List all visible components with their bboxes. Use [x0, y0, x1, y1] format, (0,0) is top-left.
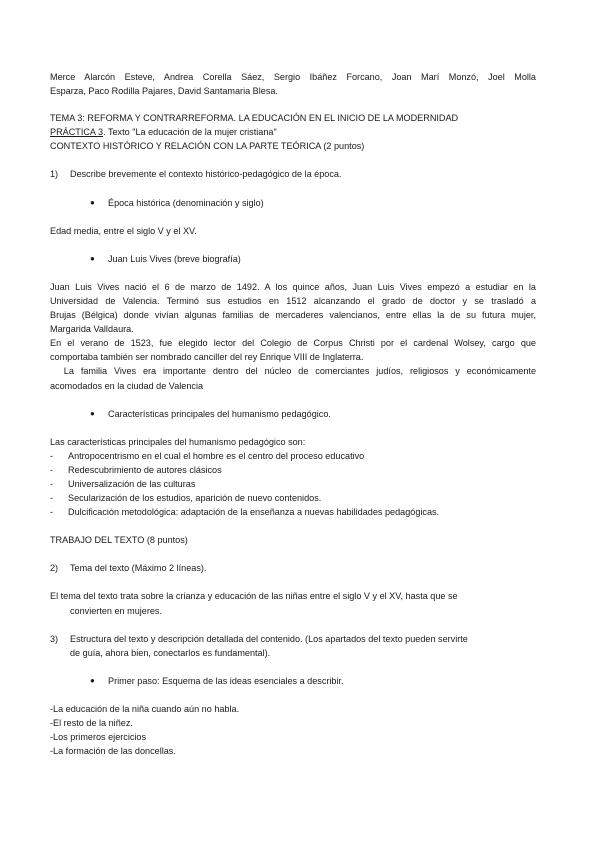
bio-line: Margarida Valldaura.: [50, 324, 134, 335]
dash-marker: -: [50, 493, 54, 504]
list-item-text: Universalización de las culturas: [68, 478, 196, 489]
bio-line: Universidad de Valencia. Terminó sus estudios en 1512 alcanzando el grado de doctor y se trasladó a: [50, 295, 536, 306]
list-item-text: Redescubrimiento de autores clásicos: [68, 464, 222, 475]
question-number: 2): [50, 563, 59, 574]
dash-marker: -: [50, 507, 54, 518]
bullet-text: Juan Luis Vives (breve biografía): [108, 253, 241, 264]
question-text: Tema del texto (Máximo 2 líneas).: [70, 563, 207, 574]
bio-line: La familia Vives era importante dentro del núcleo de comerciantes judíos, religiosos y económicamente: [50, 366, 536, 377]
bullet-glyph: ●: [90, 408, 95, 418]
list-item-text: Antropocentrismo en el cual el hombre es el centro del proceso educativo: [68, 450, 365, 461]
theme-title: TEMA 3: REFORMA Y CONTRARREFORMA. LA EDUCACIÓN EN EL INICIO DE LA MODERNIDAD: [50, 113, 459, 124]
bullet-item: [50, 407, 536, 421]
question-text-continued: de guía, ahora bien, conectarlos es fundamental).: [70, 647, 271, 658]
list-item: [50, 491, 536, 505]
outline-item: -La educación de la niña cuando aún no habla.: [50, 703, 240, 714]
list-item: [50, 505, 536, 519]
bullet-item: [50, 196, 536, 210]
list-item: [50, 449, 536, 463]
bullet-text: Época histórica (denominación y siglo): [108, 197, 264, 208]
outline-item: -El resto de la niñez.: [50, 718, 133, 728]
bullet-text: Características principales del humanismo pedagógico.: [108, 408, 331, 419]
outline-item: -Los primeros ejercicios: [50, 732, 147, 743]
bullet-glyph: ●: [90, 253, 95, 263]
list-item-text: Dulcificación metodológica: adaptación de la enseñanza a nuevas habilidades pedagógicas.: [68, 507, 440, 518]
bullet-glyph: ●: [90, 675, 95, 685]
question-3: [50, 632, 536, 646]
practice-text: . Texto "La educación de la mujer cristiana": [103, 127, 277, 138]
bio-line: En el verano de 1523, fue elegido lector del Colegio de Corpus Christi por el cardenal Wolsey, cargo que: [50, 338, 536, 349]
theme-answer-line: El tema del texto trata sobre la crianza y educación de las niñas entre el siglo V y el XV, hasta que se: [50, 591, 458, 602]
bio-line: Brujas (Bélgica) donde vivían algunas familias de mercaderes valencianos, entre ellas la de su futura mujer,: [50, 310, 536, 321]
practice-label: PRÁCTICA 3: [50, 127, 104, 138]
authors-line-1: Merce Alarcón Esteve, Andrea Corella Sáez, Sergio Ibáñez Forcano, Joan Marí Monzó, Joel Molla: [50, 72, 536, 82]
characteristics-intro: Las características principales del humanismo pedagógico son:: [50, 436, 306, 447]
question-2: [50, 561, 536, 575]
bullet-glyph: ●: [90, 197, 95, 207]
document-page: [50, 70, 536, 758]
characteristics-list: [50, 449, 536, 519]
biography-paragraph: [50, 280, 536, 393]
dash-marker: -: [50, 464, 54, 475]
outline-item: -La formación de las doncellas.: [50, 746, 176, 757]
list-item: [50, 463, 536, 477]
question-number: 1): [50, 169, 59, 180]
outline-list: [50, 702, 536, 758]
bio-line: acomodados en la ciudad de Valencia: [50, 380, 204, 391]
question-1: [50, 167, 536, 181]
question-text: Estructura del texto y descripción detallada del contenido. (Los apartados del texto pueden servirte: [70, 633, 468, 644]
bullet-item: [50, 674, 536, 688]
work-heading: TRABAJO DEL TEXTO (8 puntos): [50, 535, 188, 546]
list-item-text: Secularización de los estudios, aparición de nuevo contenidos.: [68, 493, 322, 504]
dash-marker: -: [50, 478, 54, 489]
answer-epoch: Edad media, entre el siglo V y el XV.: [50, 225, 197, 236]
authors-line-2: Esparza, Paco Rodilla Pajares, David Santamaria Blesa.: [50, 86, 278, 97]
bullet-text: Primer paso: Esquema de las ideas esenciales a describir.: [108, 675, 344, 686]
practice-title: [50, 125, 536, 139]
bio-line: Juan Luis Vives nació el 6 de marzo de 1492. A los quince años, Juan Luis Vives empezó a estudiar en la: [50, 281, 536, 292]
question-text: Describe brevemente el contexto histórico-pedagógico de la época.: [70, 169, 342, 180]
bio-line: comportaba también ser nombrado canciller del rey Enrique VIII de Inglaterra.: [50, 352, 364, 363]
dash-marker: -: [50, 450, 54, 461]
question-number: 3): [50, 633, 59, 644]
bullet-item: [50, 252, 536, 266]
list-item: [50, 477, 536, 491]
context-heading: CONTEXTO HISTÓRICO Y RELACIÓN CON LA PARTE TEÓRICA (2 puntos): [50, 141, 365, 152]
theme-answer-line: convierten en mujeres.: [70, 605, 162, 616]
